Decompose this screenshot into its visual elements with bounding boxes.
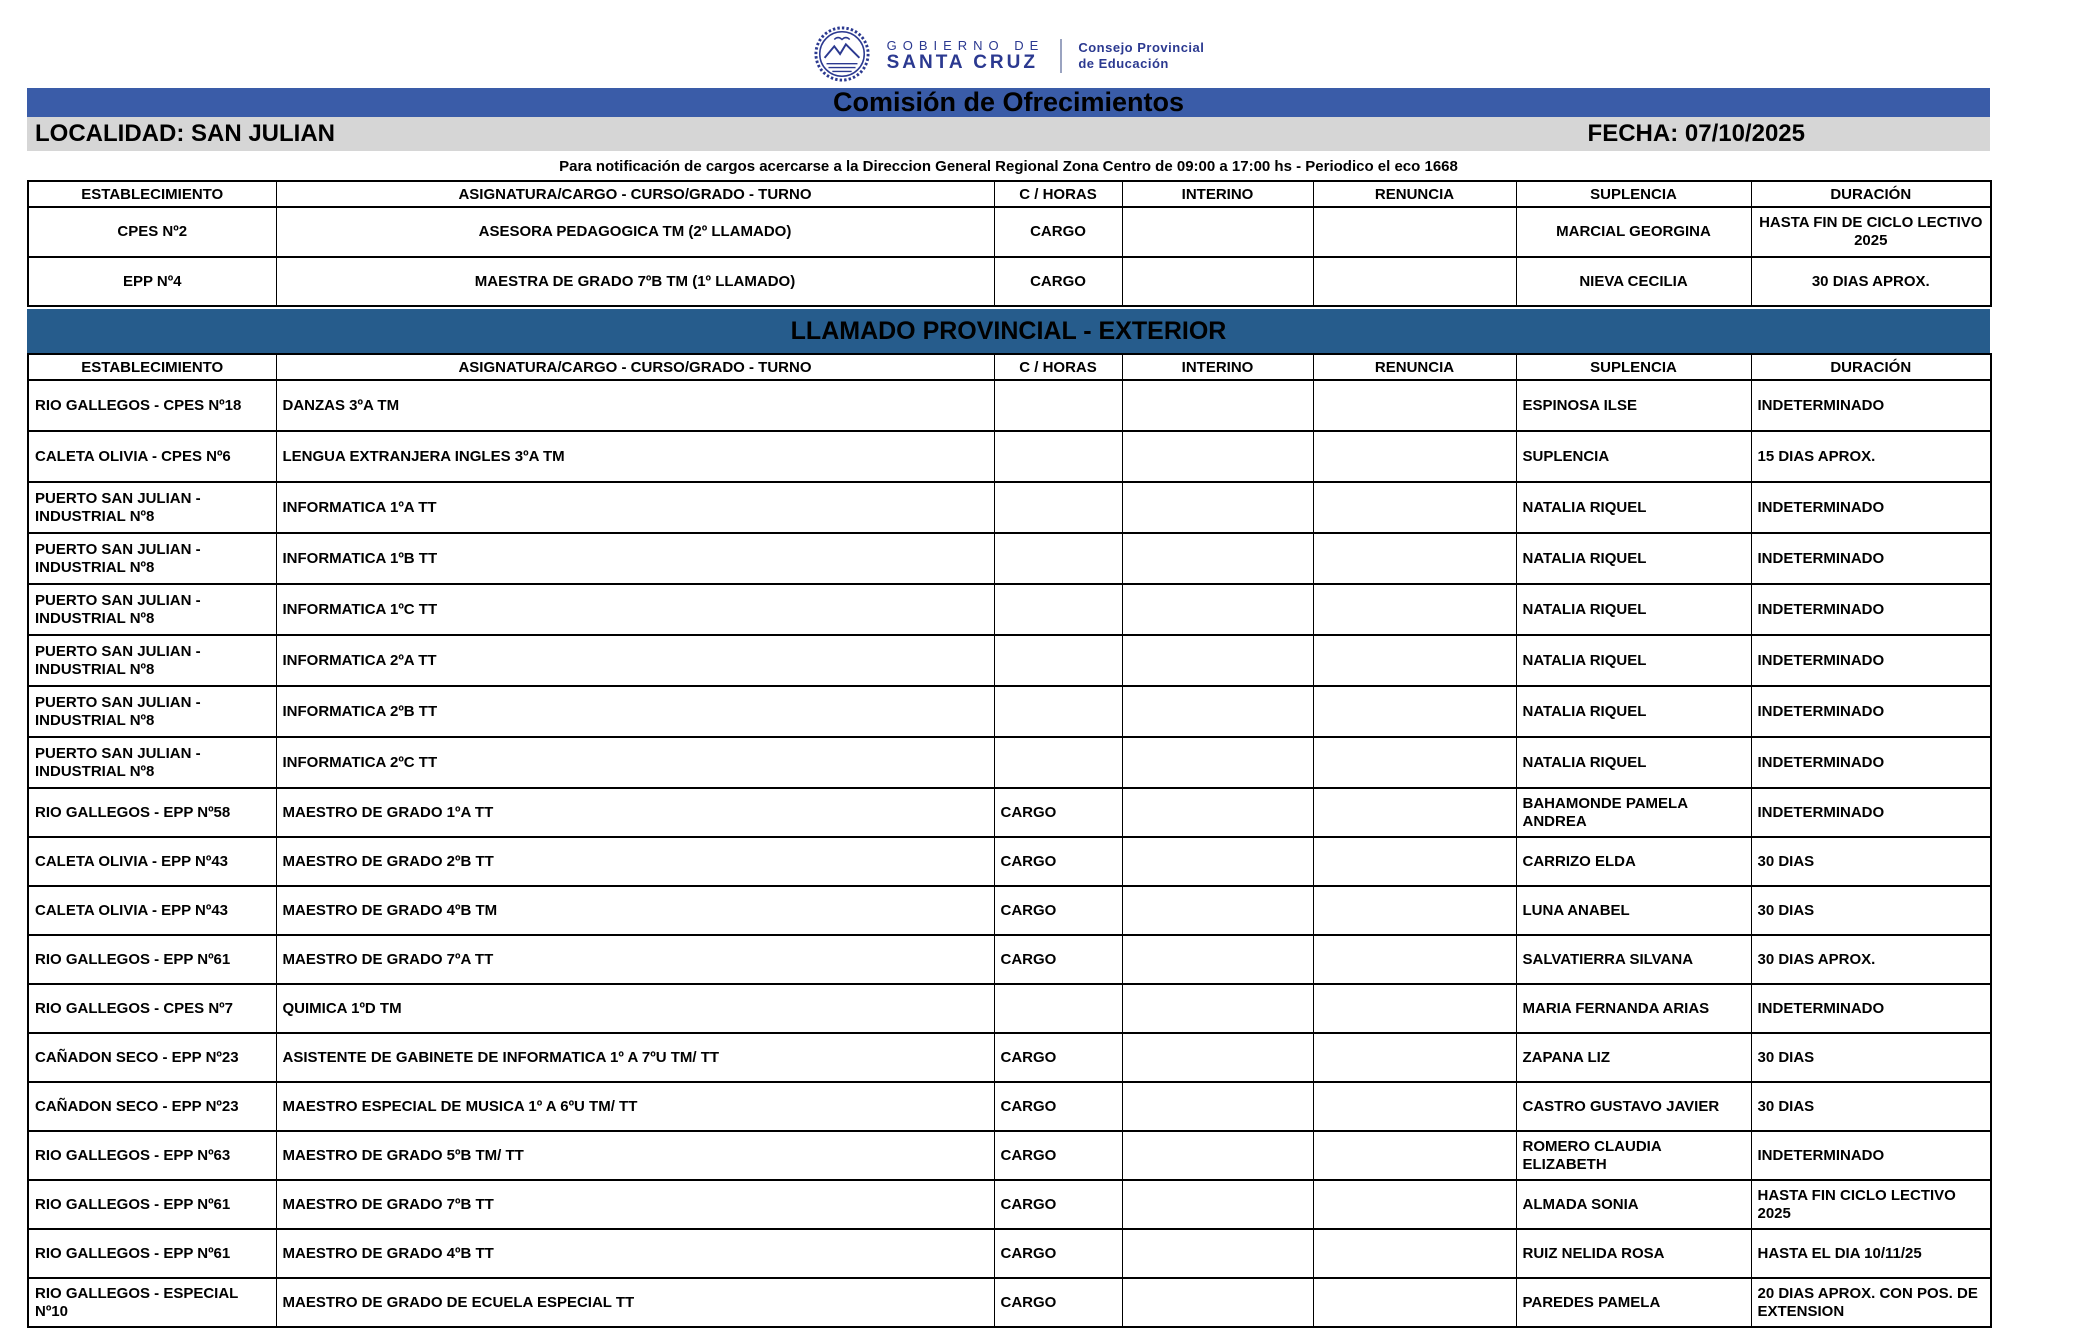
column-header: DURACIÓN [1751,181,1991,207]
table-cell: PUERTO SAN JULIAN - INDUSTRIAL Nº8 [28,482,276,533]
table-cell [1122,207,1313,257]
table-cell: INDETERMINADO [1751,737,1991,788]
table-cell: QUIMICA 1ºD TM [276,984,994,1033]
table-header-row [28,354,1991,380]
table-cell: MAESTRO DE GRADO 5ºB TM/ TT [276,1131,994,1180]
column-header: ASIGNATURA/CARGO - CURSO/GRADO - TURNO [276,181,994,207]
table-cell: INDETERMINADO [1751,1131,1991,1180]
date-label: FECHA: 07/10/2025 [1587,120,1805,147]
table-cell: 30 DIAS [1751,837,1991,886]
column-header: INTERINO [1122,354,1313,380]
table-cell: HASTA EL DIA 10/11/25 [1751,1229,1991,1278]
page-title: Comisión de Ofrecimientos [832,87,1185,117]
table-cell: ZAPANA LIZ [1516,1033,1751,1082]
column-header: RENUNCIA [1313,181,1516,207]
table-cell: MARCIAL GEORGINA [1516,207,1751,257]
table-cell: CAÑADON SECO - EPP Nº23 [28,1082,276,1131]
table-row [28,482,1991,533]
table-cell: MAESTRA DE GRADO 7ºB TM (1º LLAMADO) [276,257,994,306]
table-cell [1313,686,1516,737]
table-row [28,935,1991,984]
table-row [28,984,1991,1033]
table-cell [1313,984,1516,1033]
table-cell [1313,788,1516,837]
table-cell [1313,737,1516,788]
table-cell: CPES Nº2 [28,207,276,257]
table-cell [1122,1082,1313,1131]
table-cell [994,984,1122,1033]
table-row [28,584,1991,635]
table-cell: LUNA ANABEL [1516,886,1751,935]
table-cell [1122,788,1313,837]
table-cell: INDETERMINADO [1751,584,1991,635]
council-line2: de Educación [1078,56,1169,71]
table-cell [1122,1033,1313,1082]
locality-bar [27,117,1990,151]
government-line2: SANTA CRUZ [886,51,1038,73]
table-cell: RIO GALLEGOS - EPP Nº58 [28,788,276,837]
table-cell [1122,935,1313,984]
local-offers-table [27,180,1992,307]
table-cell [994,431,1122,482]
table-cell [1122,837,1313,886]
table-row [28,635,1991,686]
table-row [28,380,1991,431]
table-cell [1122,533,1313,584]
table-cell: 30 DIAS [1751,1033,1991,1082]
table-cell: 30 DIAS [1751,886,1991,935]
table-cell: 15 DIAS APROX. [1751,431,1991,482]
table-cell [1122,482,1313,533]
table-cell: NATALIA RIQUEL [1516,686,1751,737]
column-header: INTERINO [1122,181,1313,207]
table-cell: HASTA FIN CICLO LECTIVO 2025 [1751,1180,1991,1229]
table-cell [1122,380,1313,431]
table-cell [1313,257,1516,306]
table-row [28,686,1991,737]
table-cell: LENGUA EXTRANJERA INGLES 3ºA TM [276,431,994,482]
section-banner [27,309,1990,353]
table-row [28,257,1991,306]
table-cell: CALETA OLIVIA - EPP Nº43 [28,886,276,935]
column-header: SUPLENCIA [1516,181,1751,207]
table-cell: CARGO [994,1131,1122,1180]
table-cell [1313,380,1516,431]
table-cell [1313,1082,1516,1131]
government-wordmark [887,39,1045,73]
table-cell: RIO GALLEGOS - CPES Nº7 [28,984,276,1033]
table-cell [1122,1180,1313,1229]
table-cell: ROMERO CLAUDIA ELIZABETH [1516,1131,1751,1180]
table-cell: 20 DIAS APROX. CON POS. DE EXTENSION [1751,1278,1991,1327]
table-cell: CALETA OLIVIA - CPES Nº6 [28,431,276,482]
table-cell: SUPLENCIA [1516,431,1751,482]
table-cell [994,533,1122,584]
table-cell: INDETERMINADO [1751,380,1991,431]
column-header: ESTABLECIMIENTO [28,181,276,207]
table-cell [1122,984,1313,1033]
table-cell: CALETA OLIVIA - EPP Nº43 [28,837,276,886]
column-header: ESTABLECIMIENTO [28,354,276,380]
table-cell: 30 DIAS APROX. [1751,935,1991,984]
government-line1: GOBIERNO DE [886,38,1045,54]
table-cell: ESPINOSA ILSE [1516,380,1751,431]
table-cell: CARGO [994,886,1122,935]
table-cell: INDETERMINADO [1751,482,1991,533]
column-header: DURACIÓN [1751,354,1991,380]
table-cell: BAHAMONDE PAMELA ANDREA [1516,788,1751,837]
column-header: SUPLENCIA [1516,354,1751,380]
table-cell: SALVATIERRA SILVANA [1516,935,1751,984]
table-cell: CASTRO GUSTAVO JAVIER [1516,1082,1751,1131]
table-cell: CARGO [994,1180,1122,1229]
table-row [28,1082,1991,1131]
table-cell [1313,1229,1516,1278]
table-cell: CARGO [994,788,1122,837]
table-cell: PUERTO SAN JULIAN - INDUSTRIAL Nº8 [28,737,276,788]
table-cell [1122,1278,1313,1327]
table-cell [994,686,1122,737]
table-cell: CARGO [994,1278,1122,1327]
locality-label: LOCALIDAD: SAN JULIAN [35,120,335,147]
table-cell: INFORMATICA 2ºB TT [276,686,994,737]
table-row [28,207,1991,257]
table-cell [1313,207,1516,257]
table-cell [994,482,1122,533]
table-cell: MAESTRO DE GRADO 7ºB TT [276,1180,994,1229]
table-row [28,533,1991,584]
column-header: ASIGNATURA/CARGO - CURSO/GRADO - TURNO [276,354,994,380]
table-cell: INFORMATICA 2ºA TT [276,635,994,686]
table-cell: MAESTRO DE GRADO 4ºB TM [276,886,994,935]
header-logo-row [27,24,1990,88]
table-header-row [28,181,1991,207]
table-cell [994,584,1122,635]
table-cell [1122,737,1313,788]
table-cell: CARRIZO ELDA [1516,837,1751,886]
table-cell: NATALIA RIQUEL [1516,737,1751,788]
table-cell [1313,533,1516,584]
table-cell [1313,482,1516,533]
council-wordmark [1078,40,1204,73]
table-cell [1313,837,1516,886]
table-cell: DANZAS 3ºA TM [276,380,994,431]
table-cell [1313,1180,1516,1229]
table-cell: ASESORA PEDAGOGICA TM (2º LLAMADO) [276,207,994,257]
table-row [28,1180,1991,1229]
table-cell [994,737,1122,788]
council-line1: Consejo Provincial [1078,39,1205,55]
table-cell: NATALIA RIQUEL [1516,584,1751,635]
table-cell: HASTA FIN DE CICLO LECTIVO 2025 [1751,207,1991,257]
table-cell: RIO GALLEGOS - EPP Nº61 [28,1180,276,1229]
table-cell: INDETERMINADO [1751,533,1991,584]
table-cell: MAESTRO DE GRADO 1ºA TT [276,788,994,837]
table-row [28,1278,1991,1327]
table-cell [1122,886,1313,935]
table-cell [1122,431,1313,482]
table-cell: 30 DIAS APROX. [1751,257,1991,306]
table-cell: PUERTO SAN JULIAN - INDUSTRIAL Nº8 [28,686,276,737]
table-cell [1313,886,1516,935]
table-row [28,431,1991,482]
table-cell [1122,686,1313,737]
section-banner-label: LLAMADO PROVINCIAL - EXTERIOR [790,316,1227,345]
table-cell [1313,935,1516,984]
table-row [28,788,1991,837]
table-cell: INFORMATICA 1ºB TT [276,533,994,584]
table-cell: INDETERMINADO [1751,686,1991,737]
table-row [28,1033,1991,1082]
table-cell: MAESTRO DE GRADO 7ºA TT [276,935,994,984]
table-cell: ASISTENTE DE GABINETE DE INFORMATICA 1º A 7ºU TM/ TT [276,1033,994,1082]
table-cell [1122,584,1313,635]
table-cell [1122,1229,1313,1278]
table-cell: MARIA FERNANDA ARIAS [1516,984,1751,1033]
table-cell: CAÑADON SECO - EPP Nº23 [28,1033,276,1082]
table-cell [994,380,1122,431]
table-row [28,1131,1991,1180]
table-cell: PUERTO SAN JULIAN - INDUSTRIAL Nº8 [28,635,276,686]
table-cell [1313,635,1516,686]
table-cell [1122,257,1313,306]
table-cell [1313,431,1516,482]
table-cell: CARGO [994,207,1122,257]
table-cell: PUERTO SAN JULIAN - INDUSTRIAL Nº8 [28,584,276,635]
table-cell [1313,1033,1516,1082]
table-cell [1313,1131,1516,1180]
table-cell: NATALIA RIQUEL [1516,533,1751,584]
table-row [28,837,1991,886]
table-cell: MAESTRO DE GRADO 2ºB TT [276,837,994,886]
column-header: C / HORAS [994,354,1122,380]
table-cell: NATALIA RIQUEL [1516,482,1751,533]
table-cell: CARGO [994,935,1122,984]
table-row [28,886,1991,935]
table-cell: INFORMATICA 1ºA TT [276,482,994,533]
table-cell: RUIZ NELIDA ROSA [1516,1229,1751,1278]
table-cell: EPP Nº4 [28,257,276,306]
table-cell: ALMADA SONIA [1516,1180,1751,1229]
table-cell [994,635,1122,686]
table-cell: INFORMATICA 1ºC TT [276,584,994,635]
table-cell: CARGO [994,1033,1122,1082]
table-cell: MAESTRO DE GRADO DE ECUELA ESPECIAL TT [276,1278,994,1327]
title-bar [27,88,1990,117]
table-cell: RIO GALLEGOS - ESPECIAL Nº10 [28,1278,276,1327]
table-cell: INFORMATICA 2ºC TT [276,737,994,788]
column-header: C / HORAS [994,181,1122,207]
santa-cruz-seal-icon [813,25,871,88]
table-cell [1122,635,1313,686]
table-cell: CARGO [994,257,1122,306]
column-header: RENUNCIA [1313,354,1516,380]
table-cell: 30 DIAS [1751,1082,1991,1131]
table-cell: CARGO [994,1082,1122,1131]
table-row [28,1229,1991,1278]
table-cell: CARGO [994,837,1122,886]
document-content [27,0,1990,1328]
table-cell: CARGO [994,1229,1122,1278]
logo-divider [1060,39,1062,73]
table-cell: NATALIA RIQUEL [1516,635,1751,686]
table-cell: MAESTRO DE GRADO 4ºB TT [276,1229,994,1278]
table-cell [1313,1278,1516,1327]
table-row [28,737,1991,788]
table-cell: INDETERMINADO [1751,788,1991,837]
table-cell: INDETERMINADO [1751,984,1991,1033]
table-cell: RIO GALLEGOS - EPP Nº63 [28,1131,276,1180]
table-cell: PAREDES PAMELA [1516,1278,1751,1327]
table-cell: PUERTO SAN JULIAN - INDUSTRIAL Nº8 [28,533,276,584]
table-cell: MAESTRO ESPECIAL DE MUSICA 1º A 6ºU TM/ TT [276,1082,994,1131]
table-cell: RIO GALLEGOS - EPP Nº61 [28,1229,276,1278]
table-cell: RIO GALLEGOS - CPES Nº18 [28,380,276,431]
table-cell [1122,1131,1313,1180]
table-cell: RIO GALLEGOS - EPP Nº61 [28,935,276,984]
notification-notice: Para notificación de cargos acercarse a la Direccion General Regional Zona Centro de 09:00 a 17:00 hs - Periodico el eco 1668 [559,158,1458,175]
table-cell [1313,584,1516,635]
table-cell: NIEVA CECILIA [1516,257,1751,306]
provincial-offers-table [27,353,1992,1328]
table-cell: INDETERMINADO [1751,635,1991,686]
